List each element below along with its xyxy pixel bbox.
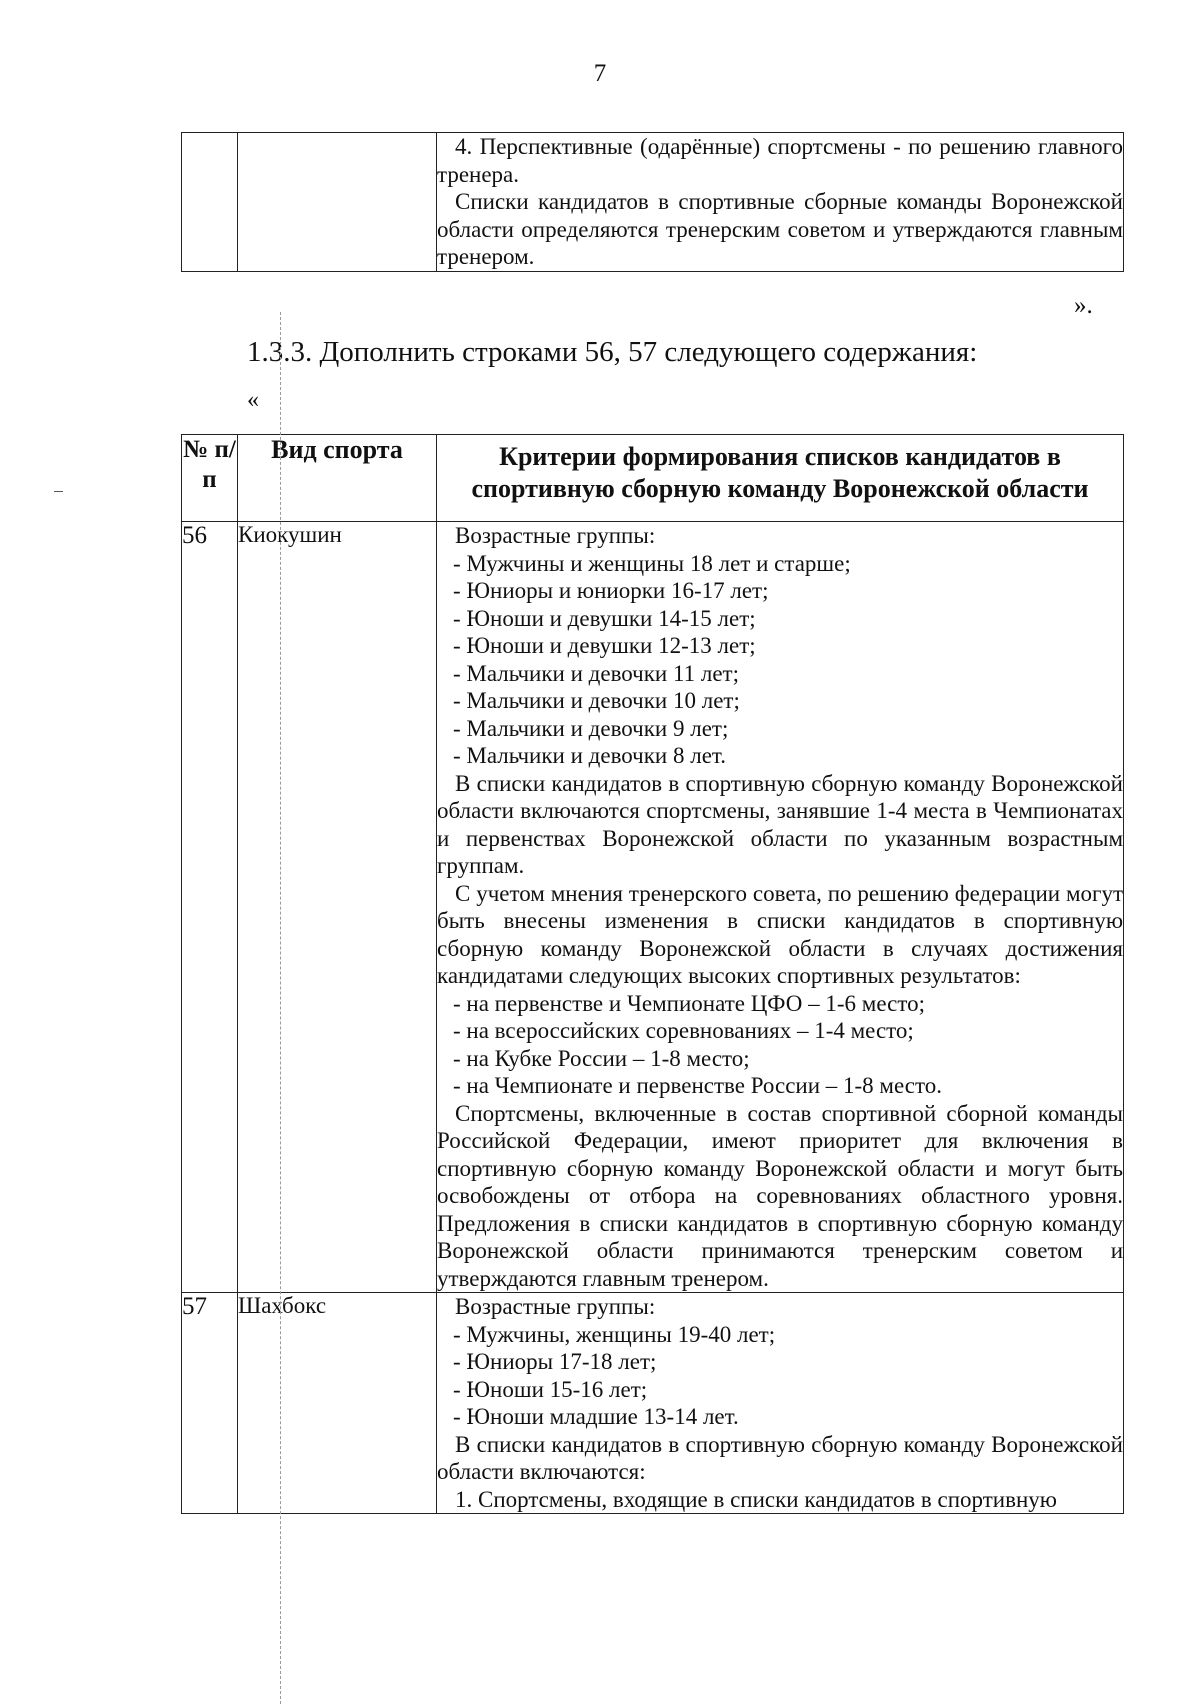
age-groups-label: Возрастные группы: bbox=[455, 523, 656, 548]
list-item: - Мальчики и девочки 8 лет. bbox=[453, 743, 726, 768]
criteria-cell bbox=[437, 133, 1124, 272]
list-item: - Мальчики и девочки 11 лет; bbox=[453, 660, 739, 686]
paragraph: 4. Перспективные (одарённые) спортсмены - по решению главного тренера. bbox=[437, 134, 1123, 187]
list-item: - Юниоры 17-18 лет; bbox=[453, 1349, 657, 1374]
list-item: - на Чемпионате и первенстве России – 1-8 место. bbox=[453, 1073, 942, 1098]
previous-table-fragment bbox=[181, 132, 1124, 272]
list-item: - Мальчики и девочки 9 лет; bbox=[453, 715, 729, 741]
paragraph: В списки кандидатов в спортивную сборную команду Воронежской области включаются: bbox=[437, 1431, 1123, 1484]
list-item: - Юноши и девушки 14-15 лет; bbox=[453, 605, 756, 631]
table-row bbox=[182, 133, 1124, 272]
paragraph: Списки кандидатов в спортивные сборные команды Воронежской области определяются тренерским советом и утверждаются главным тренером. bbox=[437, 189, 1123, 269]
empty-number-cell bbox=[182, 133, 238, 272]
section-heading: 1.3.3. Дополнить строками 56, 57 следующего содержания: bbox=[247, 336, 978, 368]
sport-name: Киокушин bbox=[238, 522, 437, 1293]
criteria-table bbox=[181, 434, 1124, 1514]
paragraph: С учетом мнения тренерского совета, по решению федерации могут быть внесены изменения в списки кандидатов в спортивную сборную команду Воронежской области в случаях достижения кандидатами следующих высоких спортивных результатов: bbox=[437, 880, 1123, 988]
paragraph: 1. Спортсмены, входящие в списки кандидатов в спортивную bbox=[455, 1486, 1057, 1512]
list-item: - Мальчики и девочки 10 лет; bbox=[453, 688, 740, 713]
header-criteria: Критерии формирования списков кандидатов в спортивную сборную команду Воронежской области bbox=[437, 435, 1124, 522]
criteria-cell bbox=[437, 1293, 1124, 1514]
closing-quote: ». bbox=[1074, 292, 1093, 319]
paragraph: Спортсмены, включенные в состав спортивной сборной команды Российской Федерации, имеют приоритет для включения в спортивную сборную команду Воронежской области и могут быть освобождены от отбора на соревнованиях областного уровня. Предложения в списки кандидатов в спортивную сборную команду Воронежской области принимаются тренерским советом и утверждаются главным тренером. bbox=[437, 1100, 1123, 1291]
header-sport: Вид спорта bbox=[238, 435, 437, 522]
table-row bbox=[182, 522, 1124, 1293]
list-item: - Юниоры и юниорки 16-17 лет; bbox=[453, 578, 769, 603]
row-number: 56 bbox=[182, 522, 238, 1293]
sport-name: Шахбокс bbox=[238, 1293, 437, 1514]
table-header-row bbox=[182, 435, 1124, 522]
scan-guide-line bbox=[280, 312, 281, 1704]
list-item: - Юноши 15-16 лет; bbox=[453, 1376, 648, 1402]
list-item: - Мужчины и женщины 18 лет и старше; bbox=[453, 550, 851, 576]
list-item: - Мужчины, женщины 19-40 лет; bbox=[453, 1321, 776, 1347]
list-item: - на всероссийских соревнованиях – 1-4 место; bbox=[453, 1018, 914, 1043]
paragraph: В списки кандидатов в спортивную сборную команду Воронежской области включаются спортсмены, занявшие 1-4 места в Чемпионатах и первенствах Воронежской области по указанным возрастным группам. bbox=[437, 770, 1123, 878]
list-item: - Юноши и девушки 12-13 лет; bbox=[453, 633, 756, 658]
list-item: - Юноши младшие 13-14 лет. bbox=[453, 1404, 739, 1429]
age-groups-label: Возрастные группы: bbox=[455, 1294, 656, 1319]
opening-quote: « bbox=[247, 387, 259, 413]
table-row bbox=[182, 1293, 1124, 1514]
empty-sport-cell bbox=[238, 133, 437, 272]
list-item: - на Кубке России – 1-8 место; bbox=[453, 1045, 750, 1071]
header-number: № п/п bbox=[182, 435, 238, 522]
row-number: 57 bbox=[182, 1293, 238, 1514]
page-number: 7 bbox=[593, 60, 607, 87]
list-item: - на первенстве и Чемпионате ЦФО – 1-6 место; bbox=[453, 990, 925, 1016]
scan-mark bbox=[54, 491, 63, 492]
criteria-cell bbox=[437, 522, 1124, 1293]
